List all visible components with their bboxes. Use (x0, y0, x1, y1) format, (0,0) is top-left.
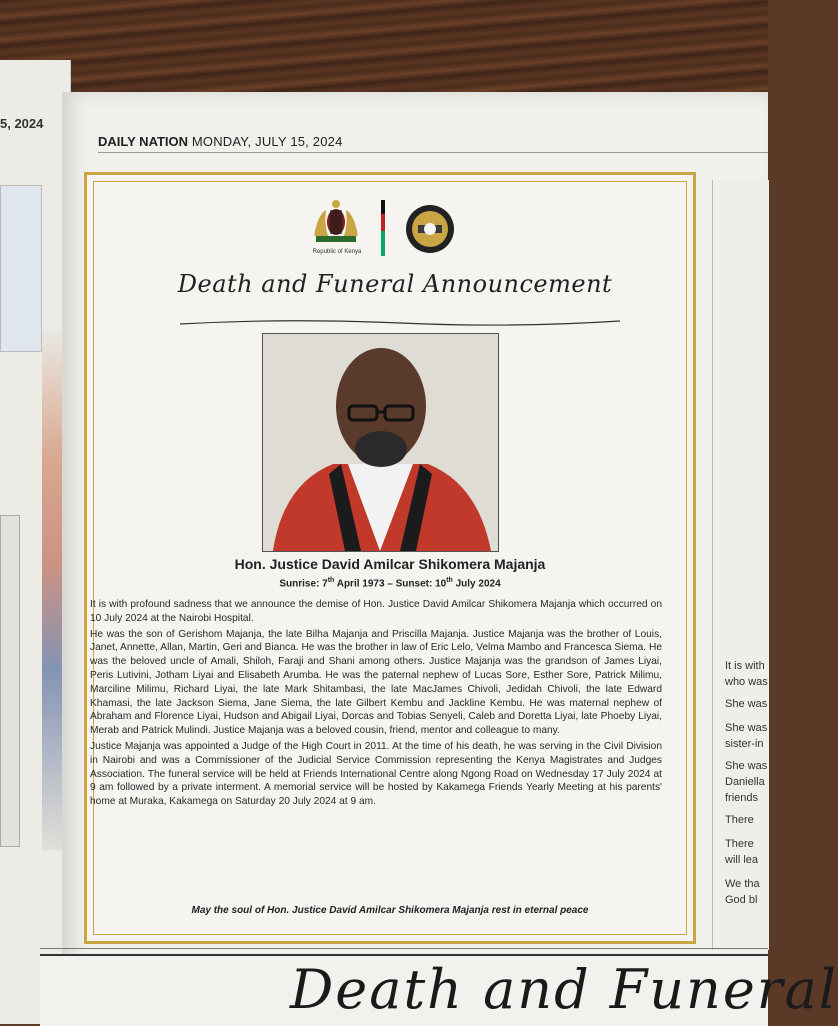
sunrise-sunset-dates (84, 577, 696, 589)
adjacent-text-line: will lea (725, 854, 759, 866)
sunrise-rest: April 1973 – Sunset: 10 (334, 578, 447, 590)
closing-prayer: May the soul of Hon. Justice David Amilcar Shikomera Majanja rest in eternal peace (191, 905, 589, 916)
deceased-name: Hon. Justice David Amilcar Shikomera Majanja (234, 556, 546, 572)
adjacent-text-line: She was (725, 698, 768, 710)
adjacent-text-line: friends (725, 792, 759, 804)
announcement-paragraph: It is with profound sadness that we announce the demise of Hon. Justice David Amilcar Shikomera Majanja which occurred on 10 July 2024 at the Nairobi Hospital. (90, 599, 662, 624)
portrait-photo (262, 333, 499, 552)
next-announcement-title: Death and Funeral (290, 958, 838, 1021)
portrait-illustration (263, 334, 498, 551)
masthead-paper-name: DAILY NATION (98, 134, 189, 149)
adjacent-text-line: Daniella (725, 776, 765, 788)
adjacent-text-line: who was (725, 676, 768, 688)
masthead (98, 134, 343, 149)
announcement-title: Death and Funeral Announcement (177, 270, 613, 298)
adjacent-text-line: There (725, 814, 754, 826)
left-page-box (0, 515, 20, 847)
bottom-rule (40, 948, 768, 949)
flag-color-divider (381, 200, 385, 256)
adjacent-text-line: She was (725, 760, 768, 772)
adjacent-text-line: She was (725, 722, 768, 734)
adjacent-text-line: We tha (725, 878, 760, 890)
sunset-ordinal: th (446, 577, 453, 584)
adjacent-text-line: There (725, 838, 754, 850)
masthead-rule (98, 152, 768, 153)
kenya-coat-of-arms-icon (308, 196, 364, 246)
adjacent-announcement-column (712, 180, 769, 950)
sunset-rest: July 2024 (452, 578, 501, 590)
adjacent-text-line: It is with (725, 660, 765, 672)
adjacent-text-line: sister-in (725, 738, 764, 750)
sunrise-ordinal: th (327, 577, 335, 584)
sunrise-label: Sunrise: 7 (279, 578, 328, 590)
title-flourish (180, 318, 620, 328)
adjacent-text-line: God bl (725, 894, 758, 906)
judiciary-seal-icon (404, 203, 456, 255)
left-page-date: 5, 2024 (0, 116, 44, 131)
left-page-photo (0, 185, 42, 352)
announcement-body (90, 598, 662, 811)
announcement-paragraph: He was the son of Gerishom Majanja, the late Bilha Majanja and Priscilla Majanja. Justice Majanja was the brother of Louis, Janet, Annette, Allan, Martin, Geri and Bianca. He was the brother in law of Eric Lelo, Velma Mambo and Francesca Siema. He was the beloved uncle of Amali, Shiloh, Faraji and Shani among others. Justice Majanja was the grandson of James Liyai, Peris Lutivini, Jotham Liyai and Elisabeth Arumba. He was the paternal nephew of Lucas Sore, Esther Sore, Patrick Milimu, Marciline Milimu, Richard Liyai, the late Mark Shitambasi, the late MacJames Chivoli, Jedidah Chivoli, the late Edward Khamasi, the late Jackson Siema, Jane Siema, the late Gilbert Kembu and Jackline Kembu. He was maternal nephew of Abraham and Florence Liyai, Hudson and Abigail Liyai, Dorcas and Tobias Senyeli, Caleb and Doretta Liyai, late Phoeby Liyai, Merab and Patrick Mulindi. Justice Majanja was a beloved cousin, friend, mentor and colleague to many. (90, 628, 662, 737)
coat-of-arms-caption: Republic of Kenya (312, 249, 362, 255)
masthead-date: MONDAY, JULY 15, 2024 (191, 134, 343, 149)
announcement-paragraph: Justice Majanja was appointed a Judge of the High Court in 2011. At the time of his death, he was serving in the Civil Division in Nairobi and was a Commissioner of the Judicial Service Commission representing the Kenya Magistrates and Judges Association. The funeral service will be held at Friends International Centre along Ngong Road on Wednesday 17 July 2024 at 9 am followed by a private interment. A memorial service will be hosted by Kakamega Friends Yearly Meeting at his parents' home at Muraka, Kakamega on Saturday 20 July 2024 at 9 am. (90, 740, 662, 808)
